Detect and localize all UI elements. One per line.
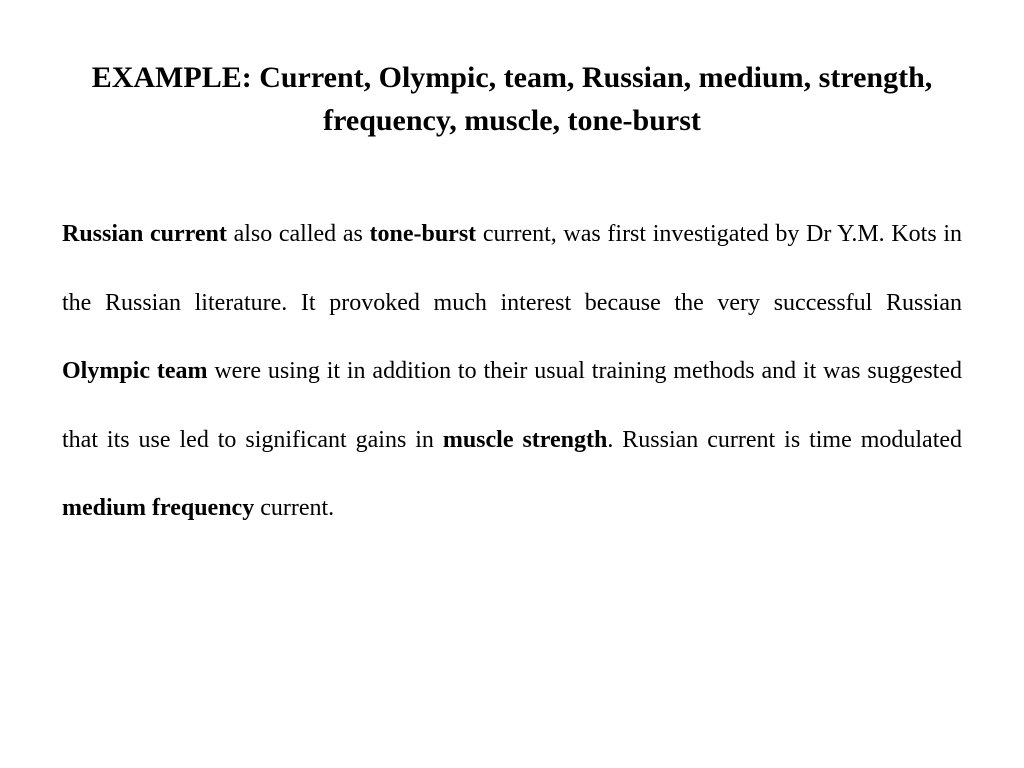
body-text: . Russian current is time modulated (607, 426, 963, 453)
body-text: also called as (226, 221, 370, 247)
term-olympic-team: Olympic team (62, 358, 208, 384)
term-medium-frequency: medium frequency (62, 495, 255, 521)
slide-title: EXAMPLE: Current, Olympic, team, Russian, medium, strength, frequency, muscle, tone-burst (91, 61, 933, 137)
term-russian-current: Russian current (62, 221, 227, 247)
body-text: current. (254, 495, 335, 521)
body-text: current, was first investigated by Dr Y.M. Kots in the Russian literature. It provoked much interest because the very successful Russian (62, 221, 962, 316)
term-muscle-strength: muscle strength (442, 426, 608, 453)
body-text: were using it in addition to their usual training methods and it was suggested that its use led to significant gains in (62, 358, 963, 453)
term-tone-burst: tone-burst (369, 221, 477, 247)
slide-body-paragraph (62, 200, 962, 543)
